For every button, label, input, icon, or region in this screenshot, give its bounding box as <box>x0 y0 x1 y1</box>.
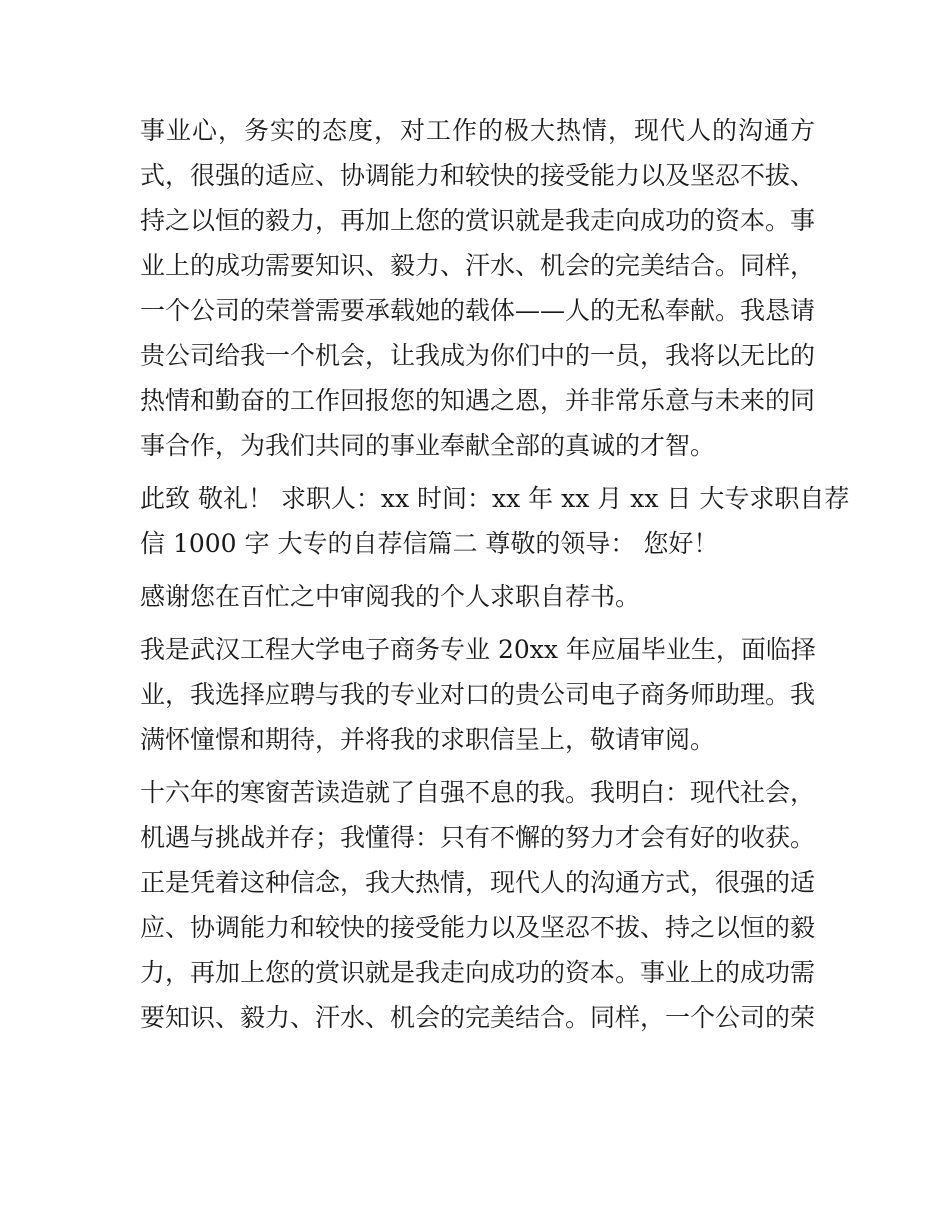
text-line: 业上的成功需要知识、毅力、汗水、机会的完美结合。同样， <box>140 251 816 280</box>
text-line: 十六年的寒窗苦读造就了自强不息的我。我明白：现代社会， <box>140 778 816 807</box>
text-line: 要知识、毅力、汗水、机会的完美结合。同样，一个公司的荣 <box>140 1003 816 1032</box>
text-line: 业，我选择应聘与我的专业对口的贵公司电子商务师助理。我 <box>140 680 816 709</box>
text-line: 事业心，务实的态度，对工作的极大热情，现代人的沟通方 <box>140 116 815 145</box>
text-line: 式，很强的适应、协调能力和较快的接受能力以及坚忍不拔、 <box>140 161 816 190</box>
text-line: 事合作，为我们共同的事业奉献全部的真诚的才智。 <box>140 431 716 460</box>
text-line: 我是武汉工程大学电子商务专业 20xx 年应届毕业生，面临择 <box>140 635 816 664</box>
text-line: 持之以恒的毅力，再加上您的赏识就是我走向成功的资本。事 <box>140 206 816 235</box>
text-line: 此致 敬礼！ 求职人：xx 时间：xx 年 xx 月 xx 日 大专求职自荐 <box>140 484 850 513</box>
text-line: 信 1000 字 大专的自荐信篇二 尊敬的领导： 您好！ <box>140 529 719 558</box>
text-line: 正是凭着这种信念，我大热情，现代人的沟通方式，很强的适 <box>140 868 816 897</box>
text-line: 热情和勤奋的工作回报您的知遇之恩，并非常乐意与未来的同 <box>140 386 816 415</box>
text-line: 力，再加上您的赏识就是我走向成功的资本。事业上的成功需 <box>140 958 816 987</box>
text-line: 满怀憧憬和期待，并将我的求职信呈上，敬请审阅。 <box>140 725 716 754</box>
text-line: 机遇与挑战并存；我懂得：只有不懈的努力才会有好的收获。 <box>140 823 816 852</box>
document-body <box>140 108 850 1040</box>
text-line: 感谢您在百忙之中审阅我的个人求职自荐书。 <box>140 582 641 611</box>
text-line: 一个公司的荣誉需要承载她的载体——人的无私奉献。我恳请 <box>140 296 816 325</box>
text-line: 应、协调能力和较快的接受能力以及坚忍不拔、持之以恒的毅 <box>140 913 816 942</box>
text-line: 贵公司给我一个机会，让我成为你们中的一员，我将以无比的 <box>140 341 816 370</box>
